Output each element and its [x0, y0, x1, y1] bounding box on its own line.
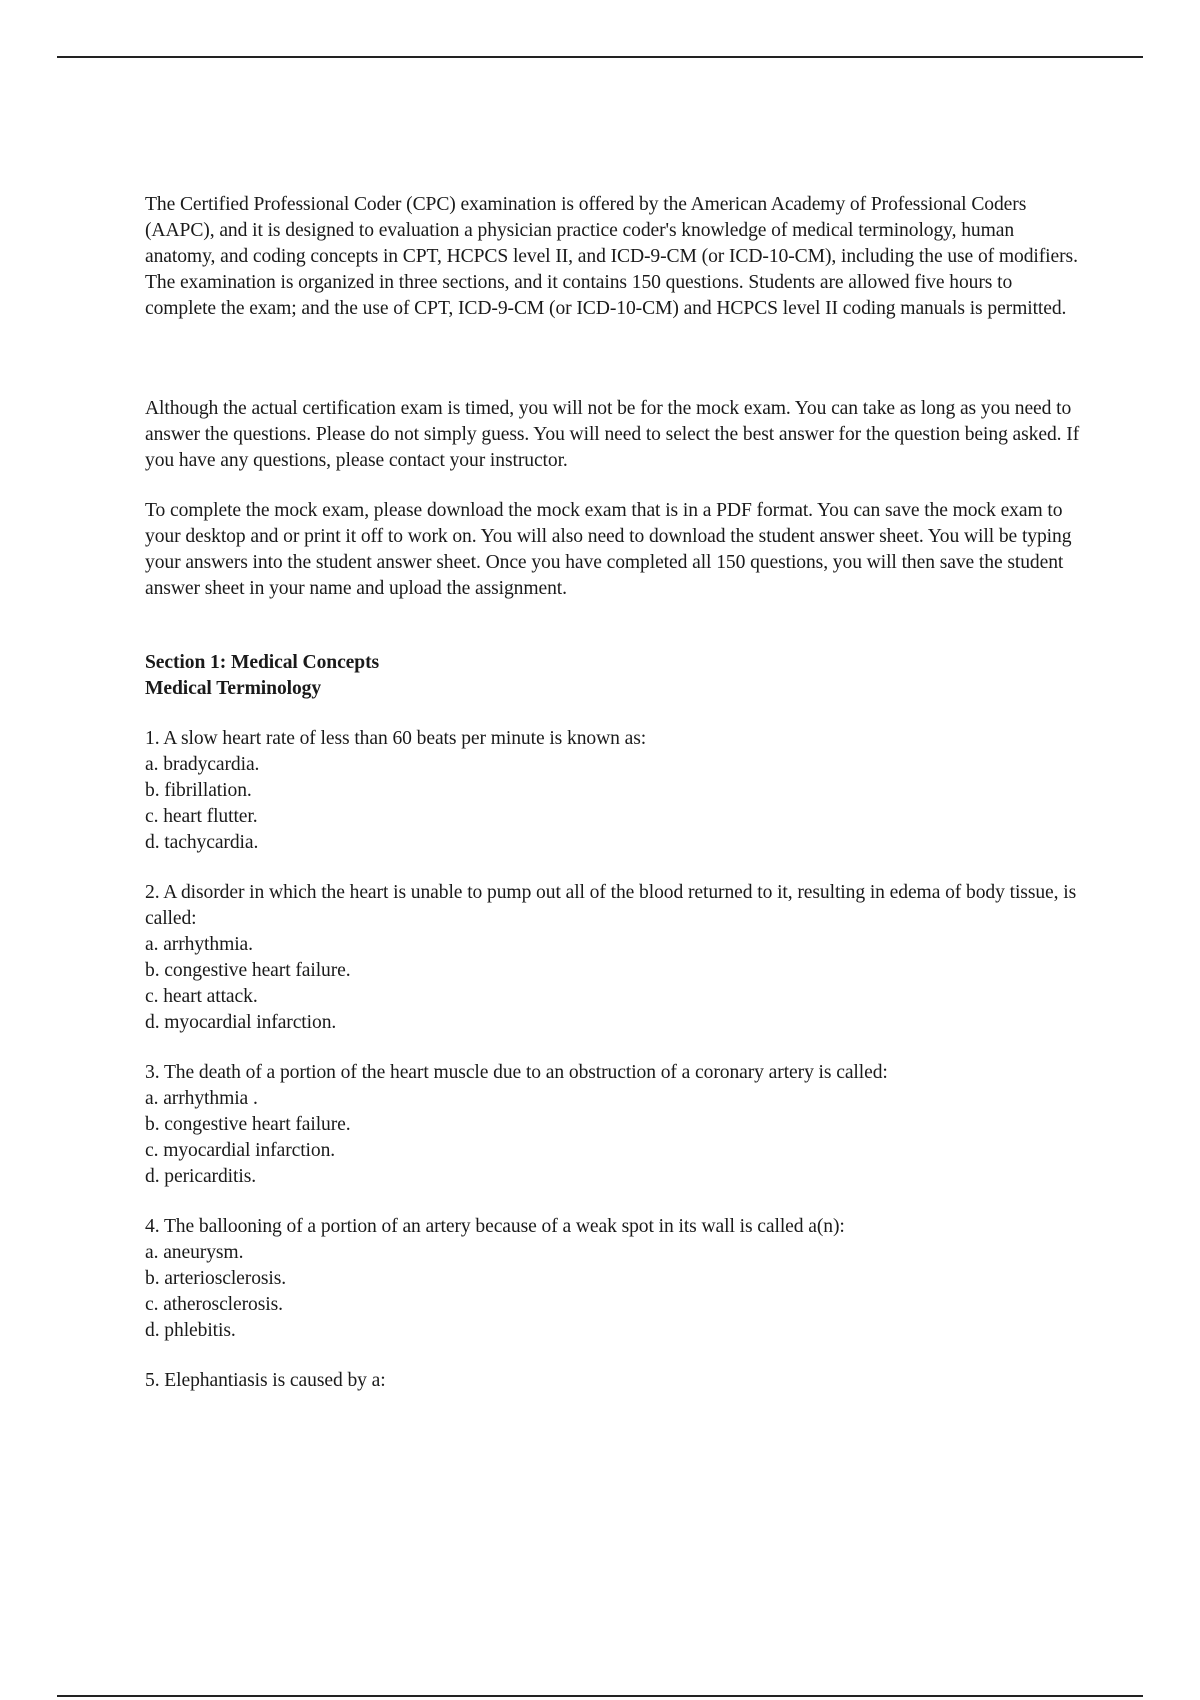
answer-option: d. tachycardia.	[145, 832, 259, 853]
answer-option: c. heart flutter.	[145, 806, 258, 827]
answer-option: c. heart attack.	[145, 986, 258, 1007]
intro-paragraph-2: Although the actual certification exam is timed, you will not be for the mock exam. You can take as long as you need to answer the questions. Please do not simply guess. You will need to select the best answer for the question being asked. If you have any questions, please contact your instructor.	[145, 398, 1080, 471]
top-rule	[57, 56, 1143, 58]
sub-heading: Medical Terminology	[145, 678, 322, 699]
question-1	[145, 726, 1080, 856]
answer-option: d. phlebitis.	[145, 1320, 236, 1341]
question-list	[145, 726, 1080, 1394]
question-3	[145, 1060, 1080, 1190]
section-heading: Section 1: Medical Concepts	[145, 652, 380, 673]
answer-option: b. congestive heart failure.	[145, 960, 351, 981]
answer-option: c. atherosclerosis.	[145, 1294, 283, 1315]
answer-option: a. aneurysm.	[145, 1242, 244, 1263]
question-2	[145, 880, 1080, 1036]
answer-option: a. bradycardia.	[145, 754, 260, 775]
answer-option: b. arteriosclerosis.	[145, 1268, 287, 1289]
answer-option: a. arrhythmia.	[145, 934, 253, 955]
answer-options	[145, 1240, 1080, 1344]
answer-options	[145, 932, 1080, 1036]
question-stem: 1. A slow heart rate of less than 60 beats per minute is known as:	[145, 728, 647, 749]
question-stem: 2. A disorder in which the heart is unable to pump out all of the blood returned to it, resulting in edema of body tissue, is called:	[145, 882, 1077, 929]
question-4	[145, 1214, 1080, 1344]
intro-paragraph-1: The Certified Professional Coder (CPC) examination is offered by the American Academy of Professional Coders (AAPC), and it is designed to evaluation a physician practice coder's knowledge of medical terminology, human anatomy, and coding concepts in CPT, HCPCS level II, and ICD-9-CM (or ICD-10-CM), including the use of modifiers. The examination is organized in three sections, and it contains 150 questions. Students are allowed five hours to complete the exam; and the use of CPT, ICD-9-CM (or ICD-10-CM) and HCPCS level II coding manuals is permitted.	[145, 194, 1078, 319]
bottom-rule	[57, 1695, 1143, 1697]
question-5	[145, 1368, 1080, 1394]
document-body	[145, 192, 1080, 1418]
answer-option: c. myocardial infarction.	[145, 1140, 336, 1161]
question-stem: 5. Elephantiasis is caused by a:	[145, 1370, 386, 1391]
answer-option: d. myocardial infarction.	[145, 1012, 337, 1033]
intro-paragraph-3: To complete the mock exam, please download the mock exam that is in a PDF format. You can save the mock exam to your desktop and or print it off to work on. You will also need to download the student answer sheet. You will be typing your answers into the student answer sheet. Once you have completed all 150 questions, you will then save the student answer sheet in your name and upload the assignment.	[145, 500, 1072, 599]
question-stem: 4. The ballooning of a portion of an artery because of a weak spot in its wall is called a(n):	[145, 1216, 845, 1237]
answer-option: b. fibrillation.	[145, 780, 252, 801]
answer-option: a. arrhythmia .	[145, 1088, 258, 1109]
answer-option: b. congestive heart failure.	[145, 1114, 351, 1135]
answer-options	[145, 752, 1080, 856]
question-stem: 3. The death of a portion of the heart muscle due to an obstruction of a coronary artery is called:	[145, 1062, 888, 1083]
answer-option: d. pericarditis.	[145, 1166, 257, 1187]
answer-options	[145, 1086, 1080, 1190]
